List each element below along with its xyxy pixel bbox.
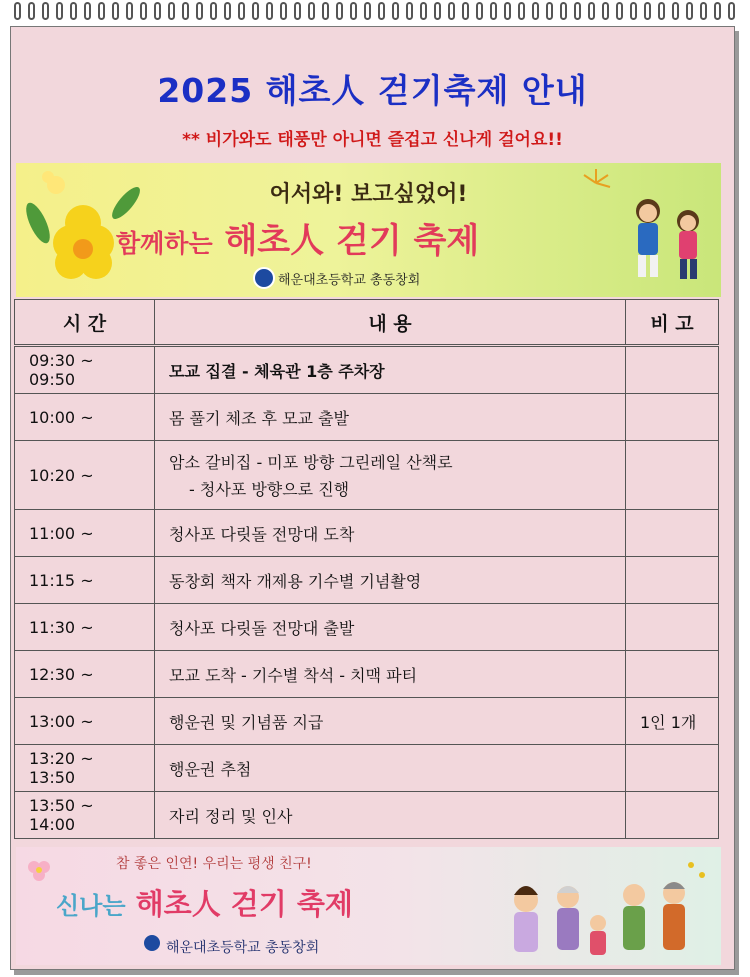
table-row	[15, 745, 719, 792]
binding-ring-icon	[168, 2, 175, 20]
binding-ring-icon	[686, 2, 693, 20]
binding-ring-icon	[532, 2, 539, 20]
row-note	[626, 792, 719, 839]
binding-ring-icon	[448, 2, 455, 20]
binding-ring-icon	[490, 2, 497, 20]
binding-ring-icon	[434, 2, 441, 20]
footer-title-main: 해초人 걷기 축제	[135, 887, 353, 921]
binding-ring-icon	[504, 2, 511, 20]
binding-ring-icon	[210, 2, 217, 20]
footer-organizer: 해운대초등학교 총동창회	[166, 940, 320, 956]
row-time: 11:00 ~	[15, 510, 155, 557]
binding-ring-icon	[140, 2, 147, 20]
binding-ring-icon	[224, 2, 231, 20]
table-row	[15, 651, 719, 698]
binding-ring-icon	[196, 2, 203, 20]
table-header-row	[15, 300, 719, 346]
banner-tagline-prefix: 함께하는	[116, 229, 213, 258]
binding-ring-icon	[700, 2, 707, 20]
binding-ring-icon	[308, 2, 315, 20]
row-content: 행운권 및 기념품 지급	[155, 698, 626, 745]
bottom-banner	[16, 847, 721, 965]
binding-ring-icon	[462, 2, 469, 20]
row-time: 13:20 ~ 13:50	[15, 745, 155, 792]
binding-ring-icon	[294, 2, 301, 20]
row-time: 13:50 ~ 14:00	[15, 792, 155, 839]
row-note	[626, 441, 719, 510]
row-content: 행운권 추첨	[155, 745, 626, 792]
binding-ring-icon	[588, 2, 595, 20]
binding-ring-icon	[112, 2, 119, 20]
top-banner	[16, 163, 721, 297]
row-note	[626, 346, 719, 394]
binding-ring-icon	[574, 2, 581, 20]
binding-ring-icon	[728, 2, 735, 20]
schedule-table	[14, 299, 719, 839]
row-note	[626, 557, 719, 604]
row-note	[626, 394, 719, 441]
footer-slogan: 참 좋은 인연! 우리는 평생 친구!	[116, 856, 312, 872]
row-content: 동창회 책자 개제용 기수별 기념촬영	[155, 557, 626, 604]
rain-notice: ** 비가와도 태풍만 아니면 즐겁고 신나게 걸어요!!	[182, 130, 563, 150]
table-row	[15, 346, 719, 394]
binding-ring-icon	[14, 2, 21, 20]
row-time: 11:30 ~	[15, 604, 155, 651]
table-row	[15, 698, 719, 745]
binding-ring-icon	[518, 2, 525, 20]
row-time: 09:30 ~ 09:50	[15, 346, 155, 394]
table-row	[15, 441, 719, 510]
table-row	[15, 604, 719, 651]
row-time: 12:30 ~	[15, 651, 155, 698]
table-row	[15, 510, 719, 557]
binding-ring-icon	[560, 2, 567, 20]
binding-ring-icon	[392, 2, 399, 20]
footer-title-prefix: 신나는	[56, 892, 126, 920]
row-content: 청사포 다릿돌 전망대 도착	[155, 510, 626, 557]
flower-decoration-icon	[20, 853, 60, 893]
row-time: 11:15 ~	[15, 557, 155, 604]
page-title: 2025 해초人 걷기축제 안내	[157, 71, 588, 110]
binding-ring-icon	[672, 2, 679, 20]
table-row	[15, 394, 719, 441]
row-time: 10:00 ~	[15, 394, 155, 441]
binding-ring-icon	[98, 2, 105, 20]
header-note: 비 고	[626, 300, 719, 346]
binding-ring-icon	[658, 2, 665, 20]
binding-ring-icon	[84, 2, 91, 20]
binding-ring-icon	[714, 2, 721, 20]
binding-ring-icon	[70, 2, 77, 20]
binding-ring-icon	[336, 2, 343, 20]
row-content: 청사포 다릿돌 전망대 출발	[155, 604, 626, 651]
binding-ring-icon	[238, 2, 245, 20]
table-row	[15, 557, 719, 604]
binding-ring-icon	[630, 2, 637, 20]
banner-greeting: 어서와! 보고싶었어!	[269, 182, 468, 207]
row-time: 13:00 ~	[15, 698, 155, 745]
binding-ring-icon	[546, 2, 553, 20]
notice-paper	[10, 26, 735, 970]
row-content: 자리 정리 및 인사	[155, 792, 626, 839]
binding-ring-icon	[126, 2, 133, 20]
binding-ring-icon	[602, 2, 609, 20]
binding-ring-icon	[644, 2, 651, 20]
row-content: 몸 풀기 체조 후 모교 출발	[155, 394, 626, 441]
footer-title	[56, 882, 353, 923]
row-content-line1: 암소 갈비집 - 미포 방향 그린레일 산책로	[169, 453, 453, 472]
banner-tagline-main: 해초人 걷기 축제	[224, 221, 480, 261]
binding-ring-icon	[420, 2, 427, 20]
binding-ring-icon	[154, 2, 161, 20]
binding-ring-icon	[350, 2, 357, 20]
binding-ring-icon	[56, 2, 63, 20]
row-content-line2: - 청사포 방향으로 진행	[189, 480, 350, 499]
banner-tagline	[116, 213, 479, 262]
spiral-binding	[0, 0, 750, 24]
table-row	[15, 792, 719, 839]
binding-ring-icon	[280, 2, 287, 20]
banner-organizer: 해운대초등학교 총동창회	[278, 273, 421, 288]
binding-ring-icon	[476, 2, 483, 20]
binding-ring-icon	[28, 2, 35, 20]
header-time: 시 간	[15, 300, 155, 346]
binding-ring-icon	[322, 2, 329, 20]
school-logo-icon	[253, 267, 275, 289]
binding-ring-icon	[266, 2, 273, 20]
row-time: 10:20 ~	[15, 441, 155, 510]
binding-ring-icon	[364, 2, 371, 20]
row-note	[626, 604, 719, 651]
row-content: 모교 도착 - 기수별 착석 - 치맥 파티	[155, 651, 626, 698]
binding-ring-icon	[182, 2, 189, 20]
binding-ring-icon	[378, 2, 385, 20]
row-content	[155, 441, 626, 510]
header-content: 내 용	[155, 300, 626, 346]
family-illustration	[486, 855, 721, 965]
binding-ring-icon	[252, 2, 259, 20]
row-note	[626, 651, 719, 698]
school-logo-icon	[144, 935, 160, 951]
row-note: 1인 1개	[626, 698, 719, 745]
binding-ring-icon	[406, 2, 413, 20]
binding-ring-icon	[616, 2, 623, 20]
row-content: 모교 집결 - 체육관 1층 주차장	[155, 346, 626, 394]
row-note	[626, 510, 719, 557]
row-note	[626, 745, 719, 792]
binding-ring-icon	[42, 2, 49, 20]
